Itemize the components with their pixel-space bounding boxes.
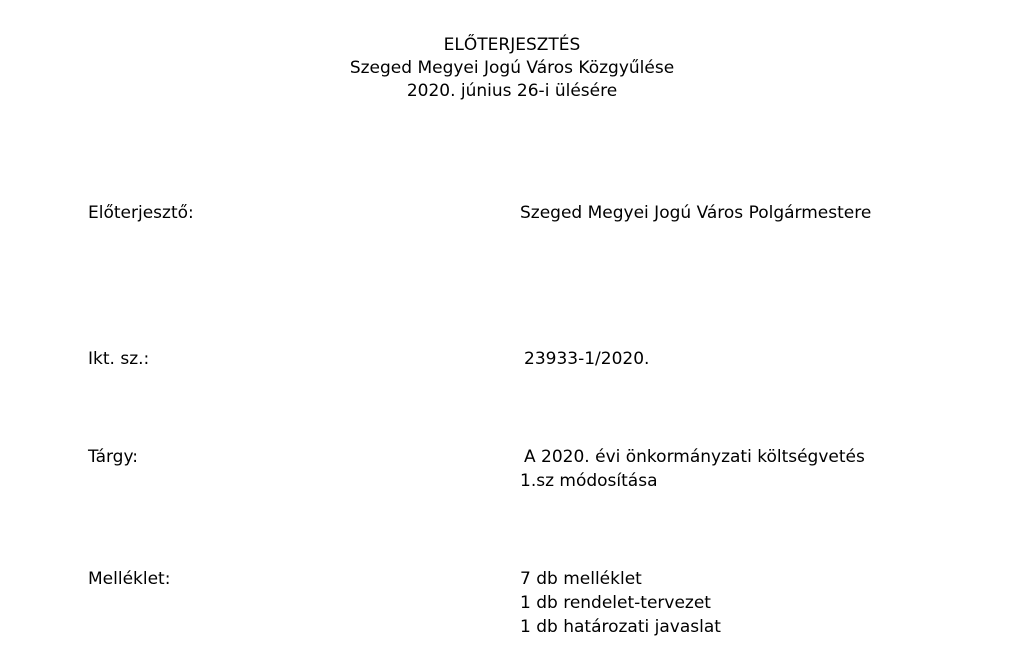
attachment-item: 7 db melléklet (520, 569, 642, 589)
document-header (0, 34, 1024, 103)
document-title: ELŐTERJESZTÉS (443, 35, 581, 55)
assembly-name: Szeged Megyei Jogú Város Közgyűlése (349, 58, 675, 78)
subject-line: A 2020. évi önkormányzati költségvetés (524, 447, 865, 467)
subject-value (520, 446, 865, 494)
attachment-label: Melléklet: (88, 569, 171, 589)
submitter-label: Előterjesztő: (88, 203, 194, 223)
subject-line: 1.sz módosítása (520, 471, 658, 491)
meeting-date: 2020. június 26-i ülésére (406, 81, 618, 101)
file-number-label: Ikt. sz.: (88, 349, 150, 369)
submitter-value: Szeged Megyei Jogú Város Polgármestere (520, 203, 872, 223)
attachment-item: 1 db határozati javaslat (520, 617, 721, 637)
subject-label: Tárgy: (88, 447, 139, 467)
attachment-item: 1 db rendelet-tervezet (520, 593, 711, 613)
attachment-list (520, 568, 721, 640)
file-number-value: 23933-1/2020. (524, 349, 650, 369)
